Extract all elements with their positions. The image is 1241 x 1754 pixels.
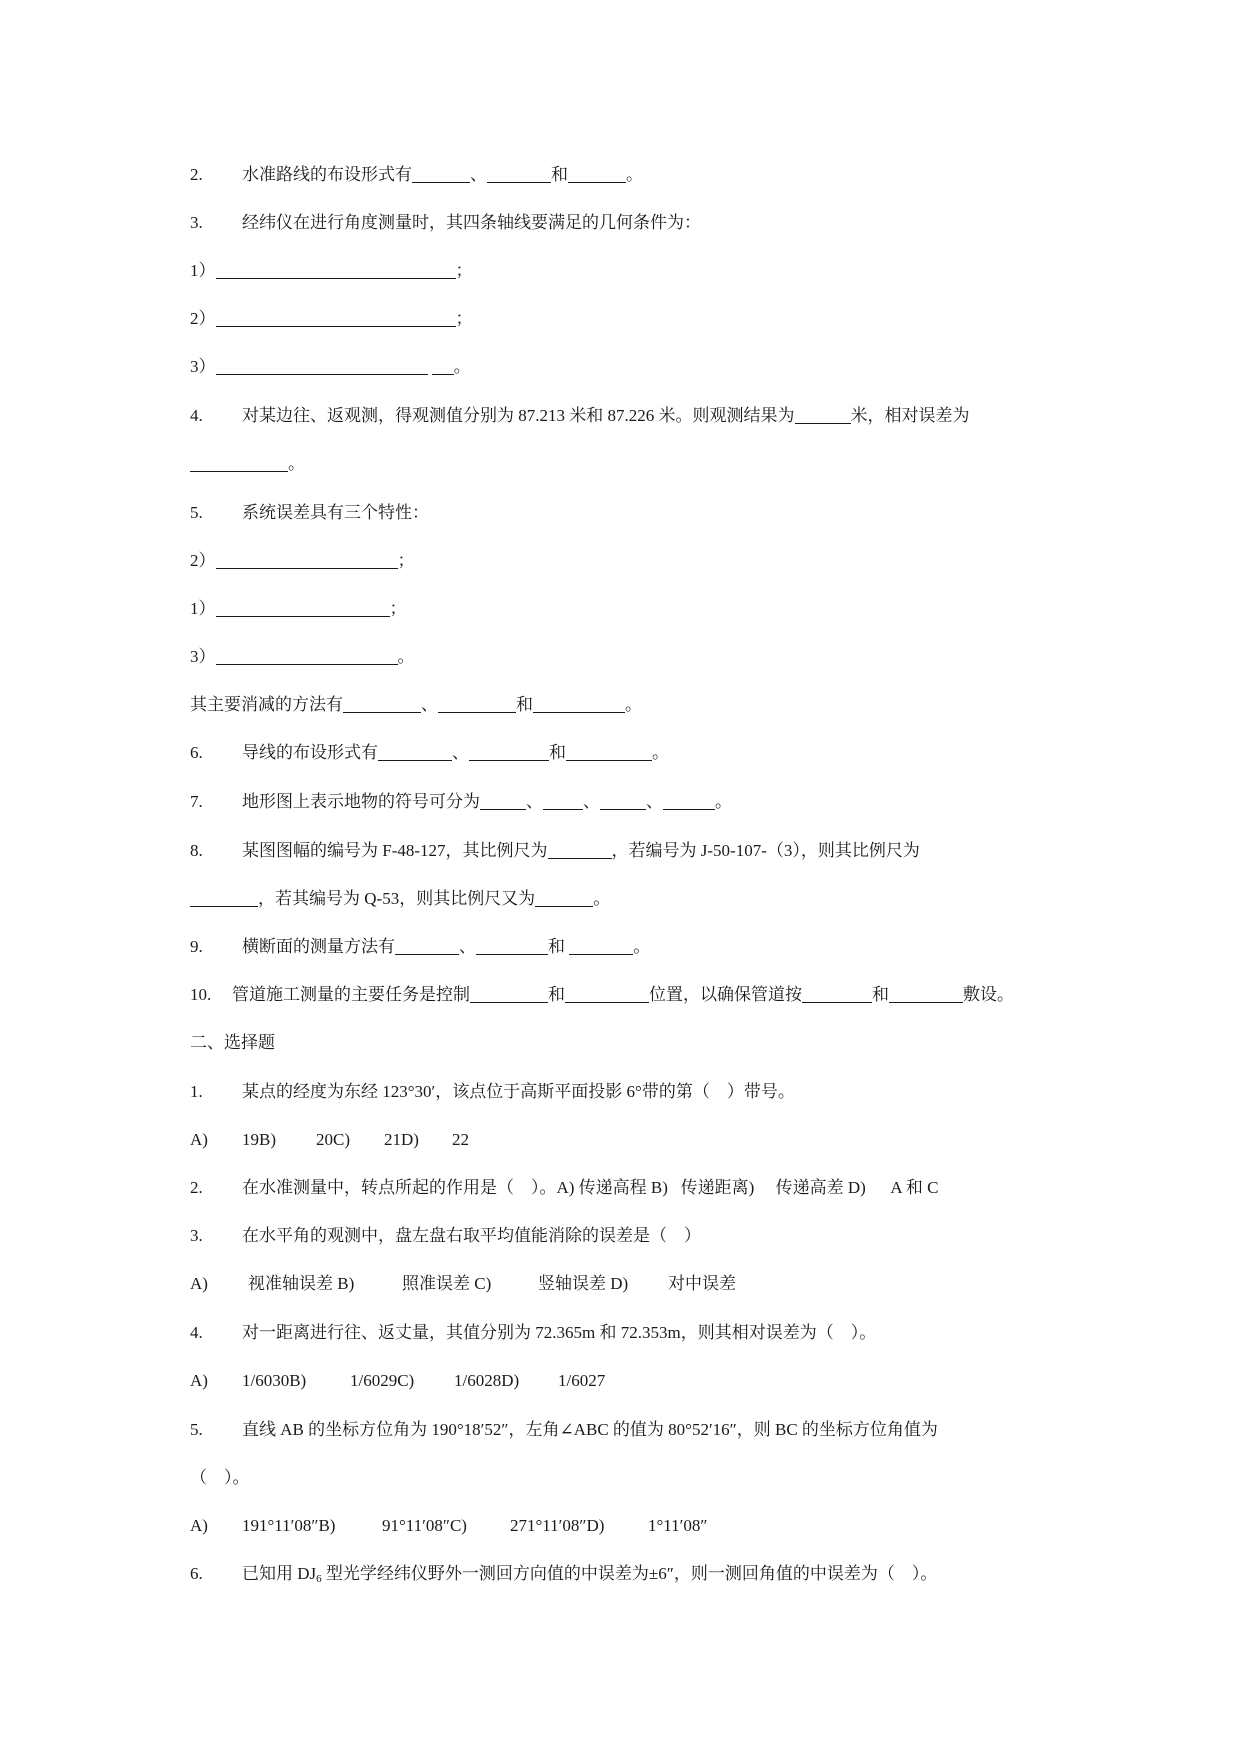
- separator: 、: [526, 792, 543, 811]
- question-text: 位置，以确保管道按: [649, 985, 802, 1004]
- condition-item: [190, 259, 473, 283]
- option-label[interactable]: A): [190, 1274, 208, 1293]
- item-label: 1）: [190, 599, 216, 618]
- fill-question-6: [190, 741, 669, 765]
- answer-blank[interactable]: [378, 742, 452, 761]
- question-text: ，若编号为 J-50-107-（3），则其比例尺为: [611, 841, 920, 860]
- end-mark: 。: [626, 165, 643, 184]
- fill-question-5: [190, 501, 429, 525]
- answer-blank[interactable]: [438, 694, 516, 713]
- separator: 、: [583, 792, 600, 811]
- option[interactable]: 1/6027: [558, 1371, 606, 1390]
- answer-blank[interactable]: [569, 936, 633, 955]
- option[interactable]: 1°11′08″: [648, 1516, 708, 1535]
- property-item: [190, 549, 415, 573]
- answer-blank[interactable]: [568, 164, 626, 183]
- question-text: 导线的布设形式有: [242, 743, 378, 762]
- item-label: 3）: [190, 647, 216, 666]
- choice-options: [190, 1272, 736, 1296]
- item-label: 3）: [190, 357, 216, 376]
- separator: 和: [549, 743, 566, 762]
- option[interactable]: 照准误差 C): [402, 1274, 492, 1293]
- subscript: 6: [316, 1573, 322, 1585]
- option[interactable]: 1/6029C): [350, 1371, 415, 1390]
- question-text: 管道施工测量的主要任务是控制: [232, 985, 470, 1004]
- end-mark: ；: [389, 599, 407, 618]
- fill-question-2: [190, 163, 643, 187]
- property-item: [190, 645, 415, 669]
- end-mark: 。: [633, 937, 651, 956]
- question-text: 已知用 DJ: [242, 1564, 317, 1583]
- question-text: ，若其编号为 Q-53，则其比例尺又为: [258, 889, 536, 908]
- separator: 和: [872, 985, 889, 1004]
- question-text: 米，相对误差为: [850, 406, 970, 425]
- question-number: 9.: [190, 937, 203, 956]
- question-text: 地形图上表示地物的符号可分为: [242, 792, 480, 811]
- option[interactable]: 对中误差: [668, 1274, 736, 1293]
- answer-blank[interactable]: [469, 742, 549, 761]
- answer-blank[interactable]: [216, 260, 456, 279]
- separator: 和: [548, 985, 565, 1004]
- option[interactable]: 1/6030B): [242, 1371, 307, 1390]
- question-number: 5.: [190, 1420, 203, 1439]
- answer-blank[interactable]: [412, 164, 470, 183]
- question-number: 3.: [190, 213, 203, 232]
- answer-blank[interactable]: [216, 598, 390, 617]
- item-label: 2）: [190, 551, 216, 570]
- separator: 和: [548, 937, 565, 956]
- answer-blank[interactable]: [480, 791, 526, 810]
- question-text: 型光学经纬仪野外一测回方向值的中误差为±6″，则一测回角值的中误差为（ ）。: [321, 1564, 938, 1583]
- question-text: 水准路线的布设形式有: [242, 165, 412, 184]
- property-item: [190, 597, 407, 621]
- end-mark: 。: [288, 454, 305, 473]
- choice-options: [190, 1128, 469, 1152]
- answer-blank[interactable]: [663, 791, 715, 810]
- end-mark: 。: [715, 792, 732, 811]
- question-number: 5.: [190, 503, 203, 522]
- question-text: 直线 AB 的坐标方位角为 190°18′52″，左角∠ABC 的值为 80°52′16″，则 BC 的坐标方位角值为: [242, 1420, 938, 1439]
- section-title: 二、选择题: [190, 1033, 275, 1052]
- separator: 、: [459, 937, 476, 956]
- choice-question-6: [190, 1562, 937, 1586]
- question-text: 经纬仪在进行角度测量时，其四条轴线要满足的几何条件为：: [242, 213, 701, 232]
- question-text: 在水平角的观测中，盘左盘右取平均值能消除的误差是（ ）: [242, 1226, 701, 1245]
- fill-question-4-cont: [190, 452, 305, 476]
- end-mark: 。: [397, 647, 415, 666]
- end-mark: 。: [593, 889, 611, 908]
- end-mark: 敷设。: [963, 985, 1014, 1004]
- separator: 、: [470, 165, 487, 184]
- item-label: 1）: [190, 261, 216, 280]
- option[interactable]: 21D): [384, 1130, 419, 1149]
- choice-question-5-cont: （ ）。: [190, 1468, 250, 1487]
- answer-blank[interactable]: [802, 984, 872, 1003]
- answer-blank[interactable]: [535, 888, 593, 907]
- end-mark: 。: [625, 695, 642, 714]
- answer-blank[interactable]: [889, 984, 963, 1003]
- question-text: 某图图幅的编号为 F-48-127，其比例尺为: [242, 841, 548, 860]
- methods-line: [190, 693, 642, 717]
- answer-blank[interactable]: [600, 791, 646, 810]
- question-number: 2.: [190, 165, 203, 184]
- question-number: 7.: [190, 792, 203, 811]
- question-number: 1.: [190, 1082, 203, 1101]
- answer-blank[interactable]: [548, 840, 612, 859]
- answer-blank[interactable]: [543, 791, 583, 810]
- condition-item: [190, 307, 473, 331]
- option[interactable]: 视准轴误差 B): [248, 1274, 355, 1293]
- answer-blank[interactable]: [216, 646, 398, 665]
- answer-blank[interactable]: [432, 356, 454, 375]
- separator: 、: [421, 695, 438, 714]
- condition-item: [190, 355, 471, 379]
- question-number: 4.: [190, 406, 203, 425]
- separator: 和: [516, 695, 533, 714]
- fill-question-8: [190, 839, 920, 863]
- answer-blank[interactable]: [487, 164, 551, 183]
- answer-blank[interactable]: [470, 984, 548, 1003]
- answer-blank[interactable]: [533, 694, 625, 713]
- separator: 、: [452, 743, 469, 762]
- end-mark: 。: [652, 743, 669, 762]
- answer-blank[interactable]: [565, 984, 649, 1003]
- fill-question-7: [190, 790, 732, 814]
- question-number: 4.: [190, 1323, 203, 1342]
- answer-blank[interactable]: [216, 550, 398, 569]
- choice-options: [190, 1369, 605, 1393]
- option[interactable]: 191°11′08″B): [242, 1516, 336, 1535]
- option[interactable]: 271°11′08″D): [510, 1516, 605, 1535]
- fill-question-10: [190, 983, 1014, 1007]
- choice-question-3: [190, 1224, 701, 1248]
- option[interactable]: 22: [452, 1130, 469, 1149]
- separator: 和: [551, 165, 568, 184]
- question-text: 对某边往、返观测，得观测值分别为 87.213 米和 87.226 米。则观测结果为: [242, 406, 795, 425]
- question-text: 横断面的测量方法有: [242, 937, 395, 956]
- question-number: 8.: [190, 841, 203, 860]
- question-text: 系统误差具有三个特性：: [242, 503, 429, 522]
- question-number: 2.: [190, 1178, 203, 1197]
- item-label: 2）: [190, 309, 216, 328]
- fill-question-4: [190, 404, 970, 428]
- question-number: 6.: [190, 1564, 203, 1583]
- fill-question-3: [190, 211, 701, 235]
- end-mark: ；: [455, 309, 473, 328]
- question-text: 对一距离进行往、返丈量，其值分别为 72.365m 和 72.353m，则其相对误差为（ ）。: [242, 1323, 877, 1342]
- option-label[interactable]: A): [190, 1516, 208, 1535]
- option-label[interactable]: A): [190, 1371, 208, 1390]
- fill-question-9: [190, 935, 650, 959]
- choice-question-5: [190, 1418, 938, 1442]
- answer-blank[interactable]: [343, 694, 421, 713]
- option[interactable]: 1/6028D): [454, 1371, 520, 1390]
- option[interactable]: 19B): [242, 1130, 276, 1149]
- separator: 、: [646, 792, 663, 811]
- end-mark: ；: [455, 261, 473, 280]
- option[interactable]: 20C): [316, 1130, 350, 1149]
- answer-blank[interactable]: [190, 888, 258, 907]
- question-text: 其主要消减的方法有: [190, 695, 343, 714]
- choice-options: [190, 1514, 707, 1538]
- option[interactable]: 91°11′08″C): [382, 1516, 467, 1535]
- answer-blank[interactable]: [190, 453, 288, 472]
- question-text: 某点的经度为东经 123°30′，该点位于高斯平面投影 6°带的第（ ）带号。: [242, 1082, 795, 1101]
- answer-blank[interactable]: [216, 356, 428, 375]
- option-label[interactable]: A): [190, 1130, 208, 1149]
- answer-blank[interactable]: [566, 742, 652, 761]
- choice-question-1: [190, 1080, 795, 1104]
- question-text: 在水准测量中，转点所起的作用是（ ）。A) 传递高程 B) 传递距离) 传递高差 D) A 和 C: [242, 1178, 939, 1197]
- option[interactable]: 竖轴误差 D): [538, 1274, 629, 1293]
- question-number: 10.: [190, 985, 212, 1004]
- choice-question-4: [190, 1321, 876, 1345]
- end-mark: 。: [453, 357, 471, 376]
- answer-blank[interactable]: [216, 308, 456, 327]
- fill-question-8-cont: [190, 887, 610, 911]
- answer-blank[interactable]: [395, 936, 459, 955]
- end-mark: ；: [397, 551, 415, 570]
- question-number: 3.: [190, 1226, 203, 1245]
- answer-blank[interactable]: [795, 405, 851, 424]
- question-number: 6.: [190, 743, 203, 762]
- answer-blank[interactable]: [476, 936, 548, 955]
- choice-question-2: [190, 1176, 939, 1200]
